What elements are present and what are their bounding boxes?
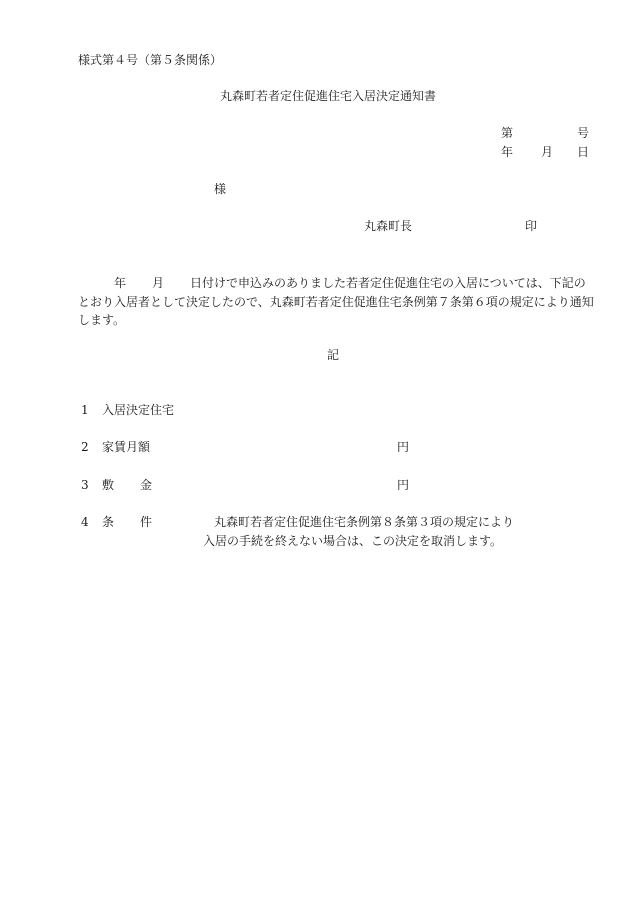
item-label-condition-part2: 件 (140, 515, 153, 529)
item-unit-yen: 円 (397, 478, 410, 492)
date-month-label: 月 (541, 145, 554, 159)
date-year-label: 年 (501, 145, 514, 159)
body-year-label: 年 (114, 276, 127, 290)
document-number-label: 第 (501, 126, 514, 140)
form-number: 様式第４号（第５条関係） (78, 53, 223, 67)
item-label-condition-part1: 条 (102, 515, 115, 529)
item-number: 4 (81, 515, 89, 529)
item-label-rent: 家賃月額 (102, 440, 151, 454)
item-number: 2 (81, 440, 89, 454)
addressee-honorific: 様 (214, 182, 227, 196)
item-unit-yen: 円 (397, 440, 410, 454)
item-label-housing: 入居決定住宅 (102, 403, 175, 417)
item-number: 1 (81, 403, 89, 417)
body-month-label: 月 (152, 276, 165, 290)
document-number-suffix: 号 (577, 126, 590, 140)
item-label-deposit-part1: 敷 (102, 478, 115, 492)
condition-text-line2: 入居の手続を終えない場合は、この決定を取消します。 (203, 534, 503, 548)
document-title: 丸森町若者定住促進住宅入居決定通知書 (220, 89, 437, 103)
item-label-deposit-part2: 金 (140, 478, 153, 492)
seal-mark: 印 (525, 219, 538, 233)
body-text: 日付けで申込みのありました若者定住促進住宅の入居については、下記のとおり入居者として決定したので、丸森町若者定住促進住宅条例第７条第６項の規定により通知します。 (78, 276, 594, 327)
notification-body (78, 274, 594, 330)
date-day-label: 日 (577, 145, 590, 159)
issuer-name: 丸森町長 (364, 219, 413, 233)
condition-text-line1: 丸森町若者定住促進住宅条例第８条第３項の規定により (214, 515, 515, 529)
ki-heading: 記 (327, 348, 340, 362)
item-number: 3 (81, 478, 89, 492)
